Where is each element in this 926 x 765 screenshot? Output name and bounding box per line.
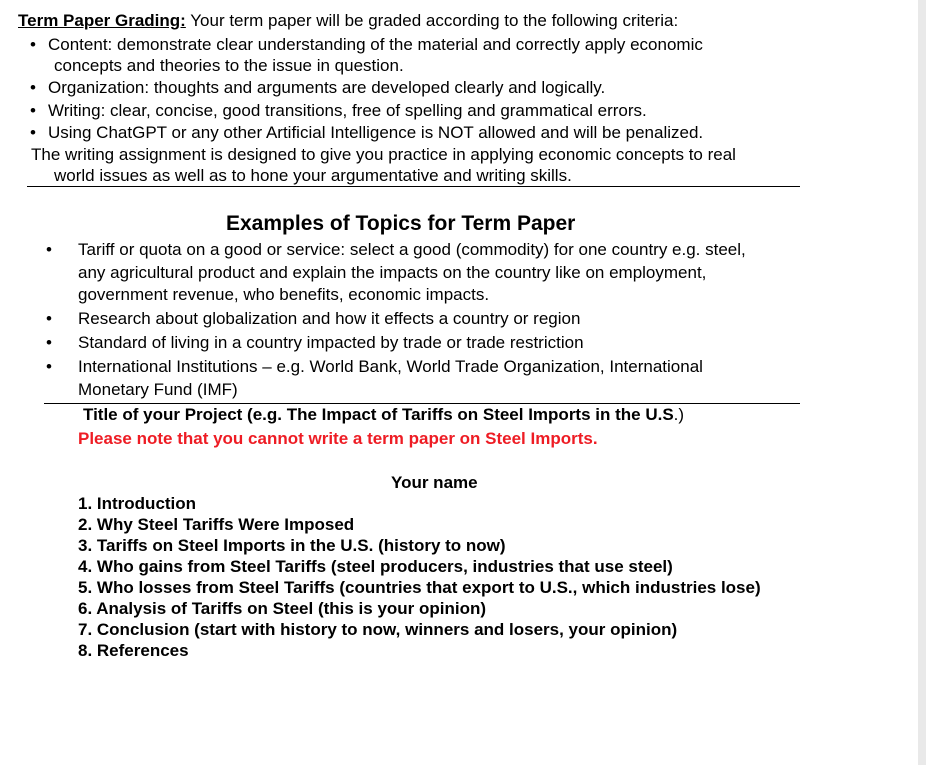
criteria-text: Organization: thoughts and arguments are developed clearly and logically. [48, 78, 606, 97]
paragraph-line: The writing assignment is designed to give you practice in applying economic concepts to real [31, 145, 736, 164]
assignment-purpose-paragraph [31, 144, 811, 186]
topic-text: International Institutions – e.g. World Bank, World Trade Organization, International Monetary Fund (IMF) [78, 357, 703, 399]
bullet-icon: • [30, 78, 36, 97]
project-title-tail: .) [673, 405, 685, 424]
outline-item: 7. Conclusion (start with history to now, winners and losers, your opinion) [78, 620, 678, 639]
grading-heading-label: Term Paper Grading: [18, 11, 186, 30]
outline-item: 8. References [78, 641, 189, 660]
topic-text: Tariff or quota on a good or service: select a good (commodity) for one country e.g. steel, any agricultural product and explain the impacts on the country like on employment, government revenue, who benefits, economic impacts. [78, 240, 746, 304]
criteria-item-ai-policy [30, 122, 770, 143]
your-name-label: Your name [391, 473, 478, 492]
criteria-text: Writing: clear, concise, good transitions, free of spelling and grammatical errors. [48, 101, 647, 120]
outline-item: 4. Who gains from Steel Tariffs (steel producers, industries that use steel) [78, 557, 673, 576]
criteria-text: Using ChatGPT or any other Artificial Intelligence is NOT allowed and will be penalized. [48, 123, 704, 142]
steel-restriction-note: Please note that you cannot write a term paper on Steel Imports. [78, 429, 598, 448]
topic-item [46, 332, 776, 355]
paragraph-line-continued: world issues as well as to hone your argumentative and writing skills. [54, 166, 572, 185]
grading-heading [18, 10, 678, 31]
outline-item: 5. Who losses from Steel Tariffs (countries that export to U.S., which industries lose) [78, 578, 761, 597]
criteria-item-content [30, 34, 770, 76]
topic-item [46, 239, 776, 307]
topics-heading: Examples of Topics for Term Paper [226, 212, 576, 235]
project-title [83, 404, 684, 426]
criteria-item-writing [30, 100, 770, 121]
topic-item [46, 308, 776, 331]
bullet-icon: • [30, 123, 36, 142]
bullet-icon: • [30, 101, 36, 120]
topic-text: Standard of living in a country impacted by trade or trade restriction [78, 333, 584, 352]
paper-outline-list [78, 493, 798, 661]
criteria-text: Content: demonstrate clear understanding of the material and correctly apply economic [48, 35, 703, 54]
bullet-icon: • [46, 309, 52, 328]
bullet-icon: • [46, 333, 52, 352]
outline-item: 2. Why Steel Tariffs Were Imposed [78, 515, 355, 534]
grading-heading-text: Your term paper will be graded according to the following criteria: [185, 11, 679, 30]
bullet-icon: • [30, 35, 36, 54]
outline-item: 3. Tariffs on Steel Imports in the U.S. (history to now) [78, 536, 506, 555]
outline-item: 1. Introduction [78, 494, 197, 513]
project-title-text: Title of your Project (e.g. The Impact of Tariffs on Steel Imports in the U.S [83, 405, 674, 424]
criteria-text-continued: concepts and theories to the issue in question. [54, 56, 404, 75]
outline-item: 6. Analysis of Tariffs on Steel (this is your opinion) [78, 599, 487, 618]
bullet-icon: • [46, 357, 52, 376]
topic-text: Research about globalization and how it effects a country or region [78, 309, 581, 328]
criteria-item-organization [30, 77, 770, 98]
bullet-icon: • [46, 240, 52, 259]
topic-item [46, 356, 776, 401]
scrollbar[interactable] [918, 0, 926, 765]
section-divider [27, 186, 800, 187]
